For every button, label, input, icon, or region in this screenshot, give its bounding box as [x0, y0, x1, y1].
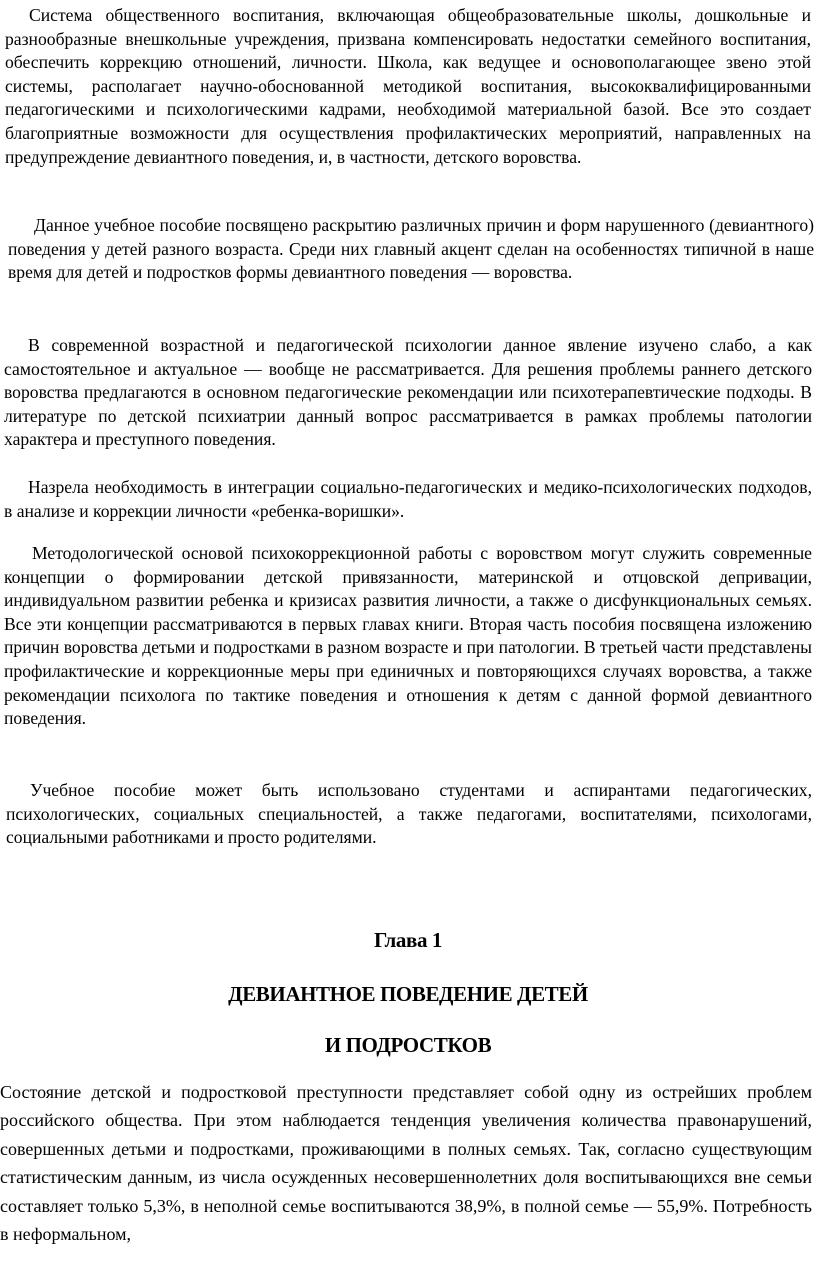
intro-paragraph-5: Методологической основой психокоррекционной работы с воровством могут служить современные концепции о формировании детской привязанности, материнской и отцовской депривации, индивидуальном развитии ребенка и кризисах развития личности, а также о дисфункциональных семьях. Все эти концепции рассматриваются в первых главах книги. Вторая часть пособия посвящена изложению причин воровства детьми и подростками в разном возрасте и при патологии. В третьей части представлены профилактические и коррекционные меры при единичных и повторяющихся случаях воровства, а также рекомендации психолога по тактике поведения и отношения к детям с данной формой девиантного поведения.: [4, 543, 812, 729]
chapter-title-line-2: И ПОДРОСТКОВ: [324, 1033, 492, 1057]
chapter-number: Глава 1: [373, 928, 443, 952]
intro-paragraph-1: Система общественного воспитания, включающая общеобразовательные школы, дошкольные и разнообразные внешкольные учреждения, призвана компенсировать недостатки семейного воспитания, обеспечить коррекцию отношений, личности. Школа, как ведущее и основополагающее звено этой системы, располагает научно-обоснованной методикой воспитания, высококвалифицированными педагогическими и психологическими кадрами, необходимой материальной базой. Все это создает благоприятные возможности для осуществления профилактических мероприятий, направленных на предупреждение девиантного поведения, и, в частности, детского воровства.: [5, 5, 811, 167]
chapter-title-line-1: ДЕВИАНТНОЕ ПОВЕДЕНИЕ ДЕТЕЙ: [228, 982, 588, 1006]
chapter-body-paragraph: Состояние детской и подростковой преступности представляет собой одну из острейших проблем российского общества. При этом наблюдается тенденция увеличения количества правонарушений, совершенных детьми и подростками, проживающими в полных семьях. Так, согласно существующим статистическим данным, из числа осужденных несовершеннолетних доля воспитывающихся вне семьи составляет только 5,3%, в неполной семье воспитываются 38,9%, в полной семье — 55,9%. Потребность в неформальном,: [0, 1082, 812, 1245]
intro-paragraph-3: В современной возрастной и педагогической психологии данное явление изучено слабо, а как самостоятельное и актуальное — вообще не рассматривается. Для решения проблемы раннего детского воровства предлагаются в основном педагогические рекомендации или психотерапевтические подходы. В литературе по детской психиатрии данный вопрос рассматривается в рамках проблемы патологии характера и преступного поведения.: [4, 335, 812, 450]
intro-paragraph-4: Назрела необходимость в интеграции социально-педагогических и медико-психологических подходов, в анализе и коррекции личности «ребенка-воришки».: [4, 477, 812, 521]
intro-paragraph-6: Учебное пособие может быть использовано студентами и аспирантами педагогических, психологических, социальных специальностей, а также педагогами, воспитателями, психологами, социальными работниками и просто родителями.: [6, 780, 812, 848]
intro-paragraph-2: Данное учебное пособие посвящено раскрытию различных причин и форм нарушенного (девиантного) поведения у детей разного возраста. Среди них главный акцент сделан на особенностях типичной в наше время для детей и подростков формы девиантного поведения — воровства.: [8, 215, 814, 283]
